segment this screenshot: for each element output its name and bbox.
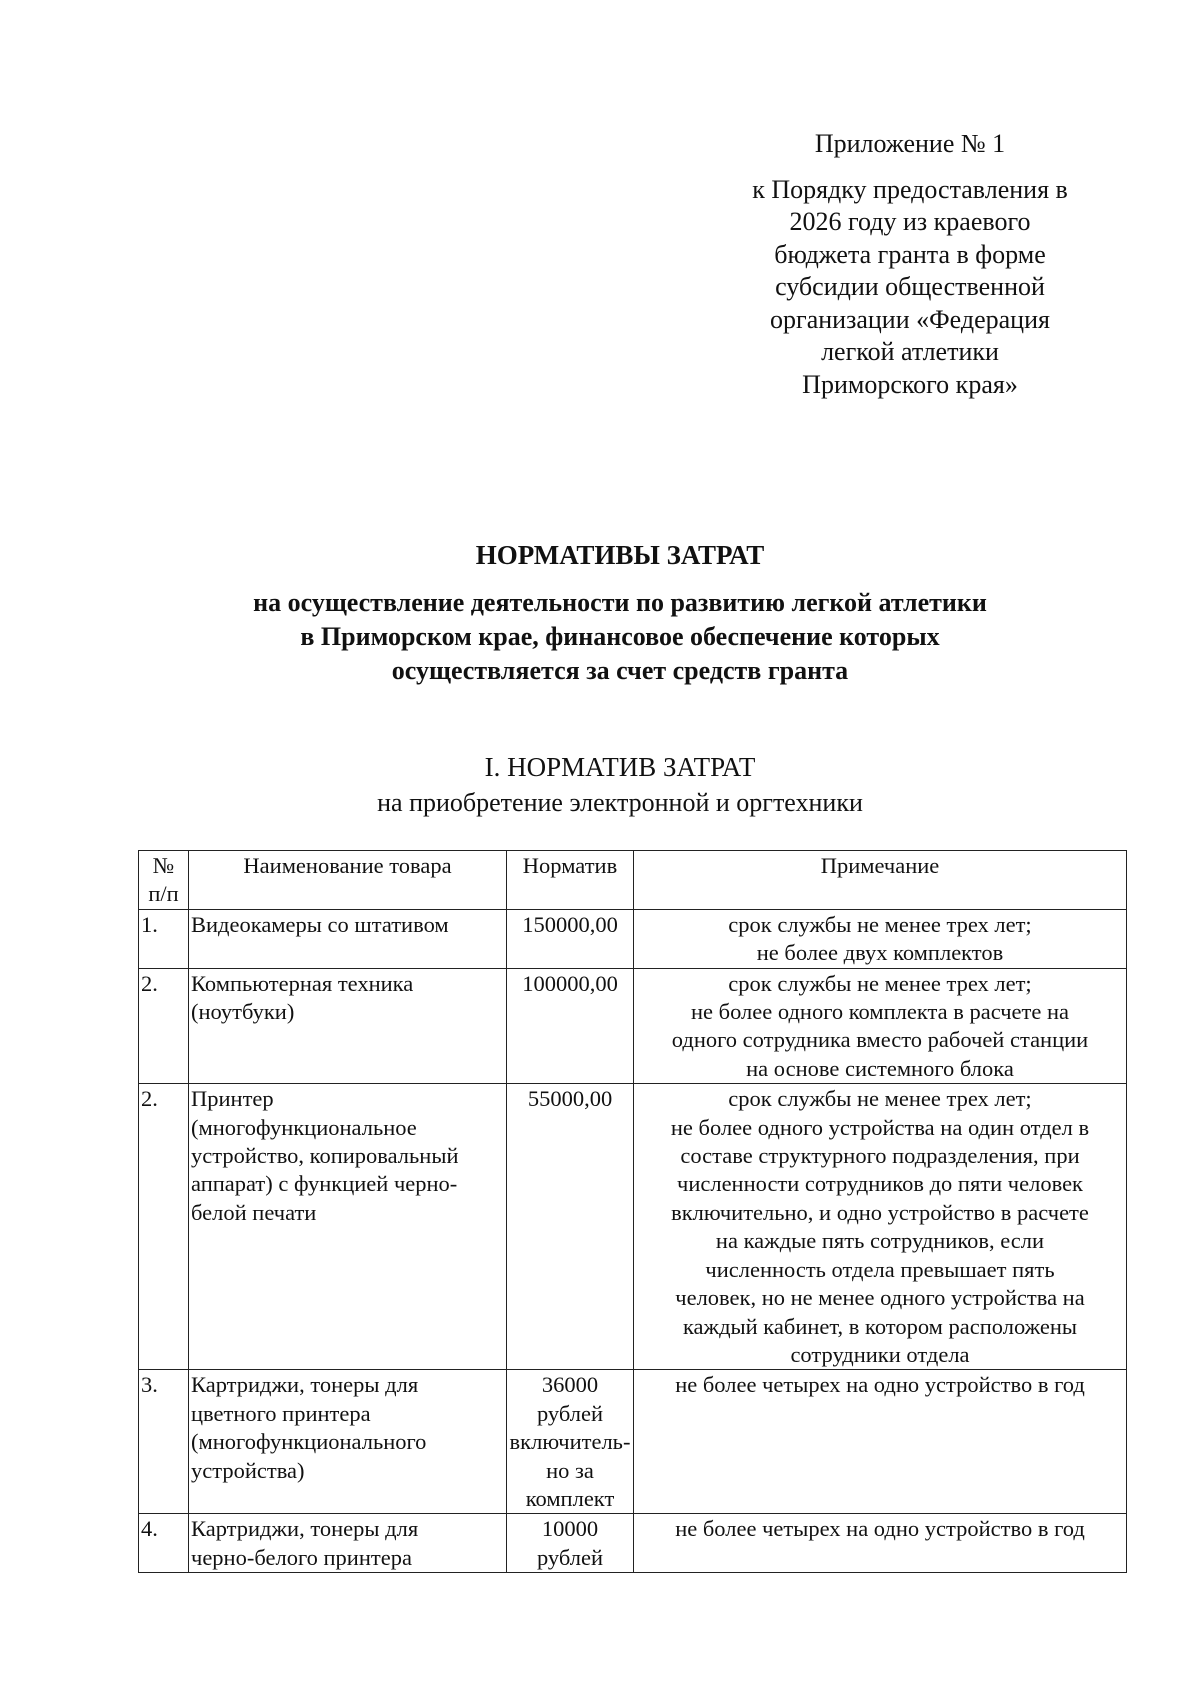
row-note-line: срок службы не менее трех лет; bbox=[728, 1086, 1032, 1112]
row-item-name-line: Видеокамеры со штативом bbox=[191, 911, 449, 937]
row-item-name-line: устройство, копировальный bbox=[191, 1143, 459, 1169]
section-title: I. НОРМАТИВ ЗАТРАТ bbox=[484, 752, 756, 782]
annex-line: субсидии общественной bbox=[775, 272, 1045, 301]
annex-line: легкой атлетики bbox=[821, 337, 999, 366]
row-item-name-line: (ноутбуки) bbox=[191, 999, 295, 1025]
annex-line: бюджета гранта в форме bbox=[774, 239, 1046, 269]
row-number: 3. bbox=[139, 1370, 189, 1514]
row-norm-value bbox=[507, 1514, 634, 1573]
row-note-line: не более одного комплекта в расчете на bbox=[690, 999, 1070, 1025]
row-note-line: численность отдела превышает пять bbox=[705, 1256, 1055, 1282]
row-item-name-line: белой печати bbox=[191, 1199, 317, 1225]
row-number: 2. bbox=[139, 968, 189, 1084]
row-note-line: не более четырех на одно устройство в год bbox=[675, 1372, 1085, 1398]
annex-line: к Порядку предоставления в bbox=[752, 174, 1068, 204]
row-item-name bbox=[189, 968, 507, 1084]
row-note-line: не более одного устройства на один отдел в bbox=[670, 1114, 1090, 1140]
annex-text bbox=[710, 174, 1110, 402]
row-norm-value-line: включитель- bbox=[509, 1429, 631, 1455]
row-item-name-line: черно-белого принтера bbox=[191, 1544, 412, 1570]
section-subtitle: на приобретение электронной и оргтехники bbox=[377, 788, 863, 817]
row-note-line: каждый кабинет, в котором расположены bbox=[682, 1313, 1078, 1339]
row-norm-value-line: но за bbox=[546, 1457, 594, 1483]
annex-line: 2026 году из краевого bbox=[789, 207, 1031, 236]
row-norm-value-line: комплект bbox=[525, 1485, 615, 1511]
document-title: НОРМАТИВЫ ЗАТРАТ bbox=[475, 540, 765, 570]
row-note bbox=[634, 1514, 1127, 1573]
row-note-line: на основе системного блока bbox=[746, 1055, 1014, 1081]
row-note-line: срок службы не менее трех лет; bbox=[728, 970, 1032, 996]
row-norm-value-line: 150000,00 bbox=[522, 911, 618, 937]
row-item-name-line: цветного принтера bbox=[191, 1400, 371, 1426]
row-norm-value-line: 10000 bbox=[541, 1516, 599, 1542]
row-note-line: численности сотрудников до пяти человек bbox=[677, 1171, 1083, 1197]
row-number: 2. bbox=[139, 1084, 189, 1370]
row-item-name bbox=[189, 1370, 507, 1514]
row-note bbox=[634, 909, 1127, 968]
row-item-name-line: Картриджи, тонеры для bbox=[191, 1516, 419, 1542]
annex-line: Приморского края» bbox=[802, 369, 1018, 399]
subtitle-line: осуществляется за счет средств гранта bbox=[391, 656, 849, 685]
row-note-line: человек, но не менее одного устройства на bbox=[675, 1285, 1085, 1311]
row-norm-value bbox=[507, 1084, 634, 1370]
table-row bbox=[139, 1370, 1127, 1514]
row-norm-value-line: рублей bbox=[536, 1544, 604, 1570]
row-note-line: не более четырех на одно устройство в год bbox=[675, 1516, 1085, 1542]
header-note: Примечание bbox=[634, 851, 1127, 910]
row-norm-value-line: 55000,00 bbox=[527, 1086, 613, 1112]
row-note-line: одного сотрудника вместо рабочей станции bbox=[671, 1027, 1089, 1053]
document-subtitle bbox=[0, 586, 1200, 688]
table-header-row bbox=[139, 851, 1127, 910]
header-num-line: п/п bbox=[148, 881, 179, 907]
row-item-name-line: Картриджи, тонеры для bbox=[191, 1372, 419, 1398]
row-norm-value bbox=[507, 909, 634, 968]
annex-line: организации «Федерация bbox=[770, 304, 1050, 334]
row-item-name-line: аппарат) с функцией черно- bbox=[191, 1171, 458, 1197]
row-item-name bbox=[189, 1084, 507, 1370]
table-row bbox=[139, 909, 1127, 968]
row-note-line: составе структурного подразделения, при bbox=[680, 1143, 1080, 1169]
row-norm-value bbox=[507, 968, 634, 1084]
header-name: Наименование товара bbox=[189, 851, 507, 910]
row-note bbox=[634, 968, 1127, 1084]
annex-title: Приложение № 1 bbox=[814, 129, 1006, 158]
row-item-name-line: Принтер bbox=[191, 1086, 274, 1112]
table-body bbox=[139, 909, 1127, 1572]
row-norm-value-line: 100000,00 bbox=[522, 970, 618, 996]
row-item-name-line: (многофункциональное bbox=[191, 1114, 417, 1140]
table-row bbox=[139, 1084, 1127, 1370]
header-num bbox=[139, 851, 189, 910]
row-note-line: на каждые пять сотрудников, если bbox=[715, 1228, 1045, 1254]
row-norm-value bbox=[507, 1370, 634, 1514]
annex-header bbox=[710, 128, 1110, 401]
row-note-line: не более двух комплектов bbox=[756, 940, 1004, 966]
row-item-name-line: устройства) bbox=[191, 1457, 305, 1483]
row-number: 4. bbox=[139, 1514, 189, 1573]
row-note-line: включительно, и одно устройство в расчете bbox=[671, 1199, 1089, 1225]
subtitle-line: в Приморском крае, финансовое обеспечение которых bbox=[300, 622, 940, 651]
row-note bbox=[634, 1084, 1127, 1370]
row-norm-value-line: рублей bbox=[536, 1400, 604, 1426]
row-note bbox=[634, 1370, 1127, 1514]
subtitle-line: на осуществление деятельности по развитию легкой атлетики bbox=[253, 588, 987, 617]
row-item-name-line: Компьютерная техника bbox=[191, 970, 414, 996]
row-note-line: сотрудники отдела bbox=[790, 1341, 970, 1367]
row-norm-value-line: 36000 bbox=[541, 1372, 599, 1398]
header-num-line: № bbox=[152, 853, 175, 878]
table-row bbox=[139, 968, 1127, 1084]
row-item-name bbox=[189, 909, 507, 968]
table-row bbox=[139, 1514, 1127, 1573]
row-item-name-line: (многофункционального bbox=[191, 1429, 427, 1455]
row-number: 1. bbox=[139, 909, 189, 968]
row-note-line: срок службы не менее трех лет; bbox=[728, 911, 1032, 937]
header-norm: Норматив bbox=[507, 851, 634, 910]
row-item-name bbox=[189, 1514, 507, 1573]
norms-table bbox=[138, 850, 1127, 1573]
